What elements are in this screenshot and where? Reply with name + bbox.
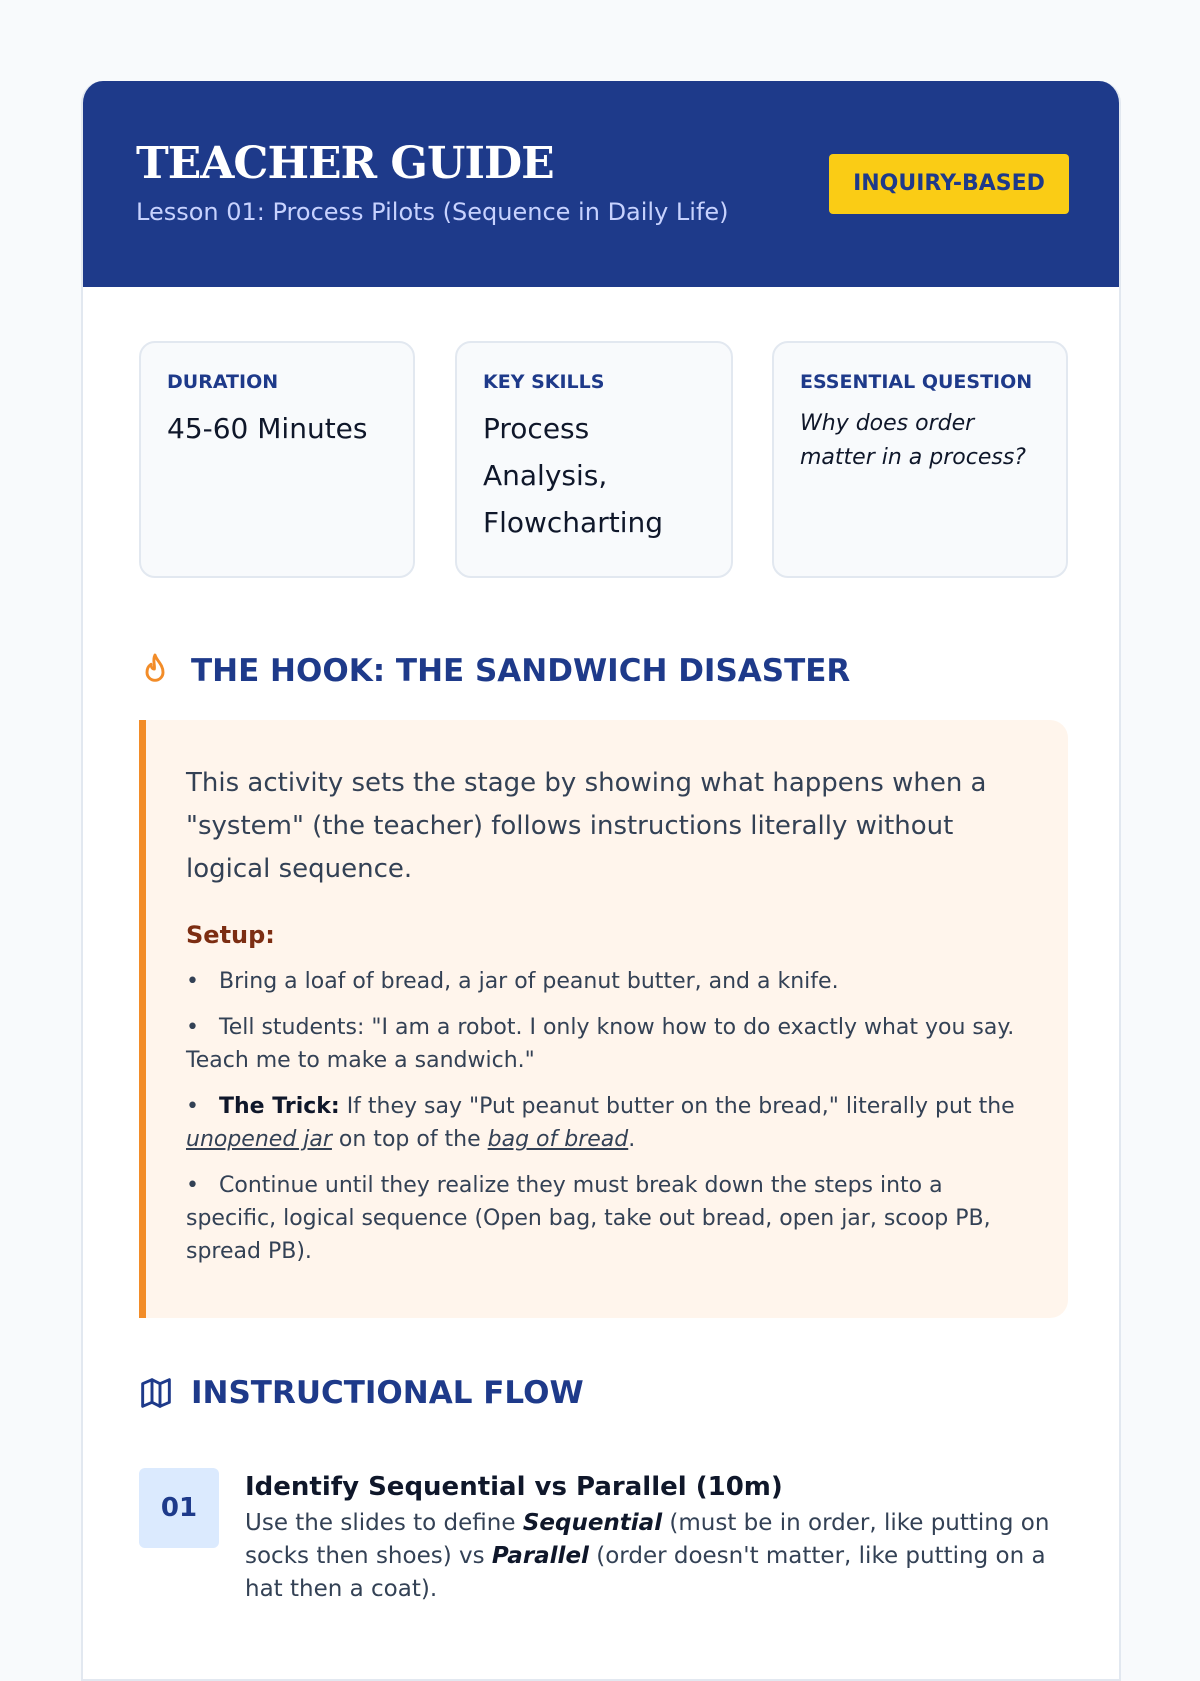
list-item: •Tell students: "I am a robot. I only know how to do exactly what you say. Teach me to make a sandwich." [186,1011,1028,1077]
teacher-guide-card [81,81,1121,1681]
duration-card [139,341,415,578]
hook-heading [139,651,850,691]
guide-header [83,81,1119,287]
list-item: •Bring a loaf of bread, a jar of peanut butter, and a knife. [186,965,1028,998]
map-icon [139,1373,175,1413]
key-skills-label: KEY SKILLS [483,371,605,393]
list-item: •The Trick: If they say "Put peanut butter on the bread," literally put the unopened jar on top of the bag of bread. [186,1090,1028,1156]
lesson-subtitle: Lesson 01: Process Pilots (Sequence in Daily Life) [136,198,729,226]
flow-title: INSTRUCTIONAL FLOW [191,1375,584,1411]
hook-intro: This activity sets the stage by showing what happens when a "system" (the teacher) follows instructions literally without logical sequence. [186,768,987,884]
inquiry-badge: INQUIRY-BASED [829,154,1069,214]
step-number: 01 [139,1468,219,1548]
duration-value: 45-60 Minutes [167,412,368,445]
lesson-info-row [139,341,1068,578]
flow-step [139,1468,1068,1681]
setup-title: Setup: [186,921,275,949]
duration-label: DURATION [167,371,279,393]
key-skills-value: Process Analysis, Flowcharting [483,412,664,539]
essential-question-label: ESSENTIAL QUESTION [800,371,1033,393]
essential-question-value: Why does order matter in a process? [800,411,1026,470]
list-item: •Continue until they realize they must break down the steps into a specific, logical sequence (Open bag, take out bread, open jar, scoop PB, spread PB). [186,1169,1028,1268]
step-description: Use the slides to define Sequential (must be in order, like putting on socks then shoes) vs Parallel (order doesn't matter, like putting on a hat then a coat). [245,1510,1050,1602]
page-title: TEACHER GUIDE [136,138,554,189]
step-body [245,1468,1065,1606]
hook-title: THE HOOK: THE SANDWICH DISASTER [191,653,851,689]
essential-question-card [772,341,1068,578]
setup-list [186,965,1028,1268]
flow-heading [139,1373,584,1413]
flame-icon [139,651,175,691]
step-title: Identify Sequential vs Parallel (10m) [245,1472,783,1502]
key-skills-card [455,341,733,578]
hook-callout [139,720,1068,1318]
